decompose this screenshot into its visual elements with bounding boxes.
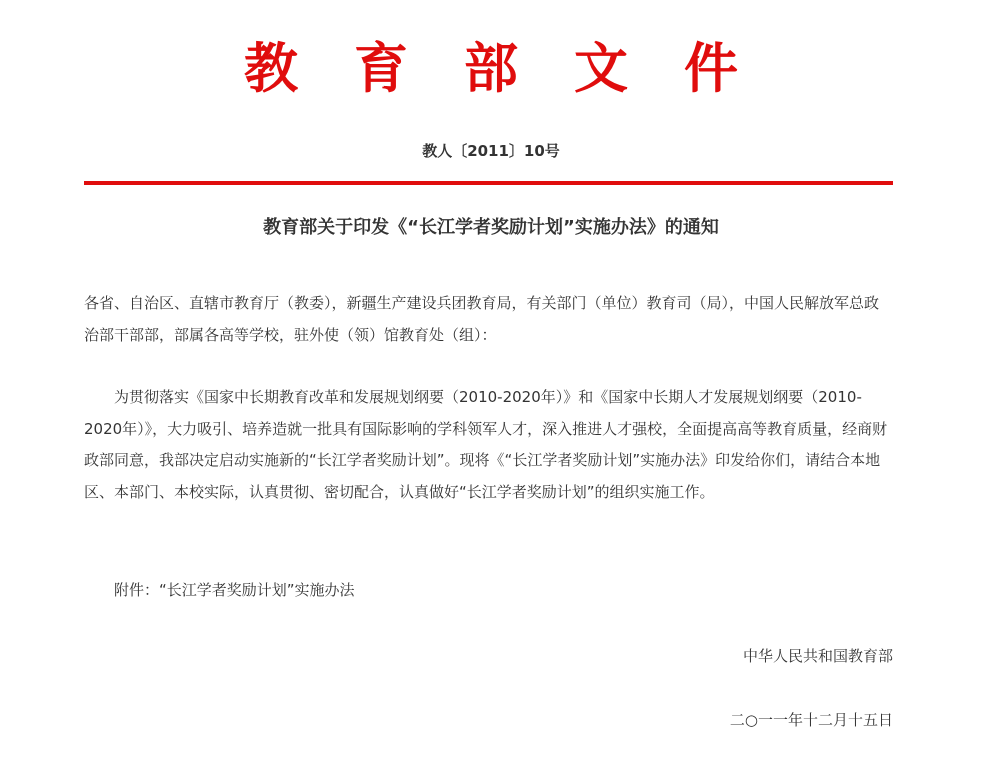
attachment-line: 附件：“长江学者奖励计划”实施办法 <box>114 581 355 599</box>
addressees-paragraph: 各省、自治区、直辖市教育厅（教委），新疆生产建设兵团教育局，有关部门（单位）教育司（局），中国人民解放军总政治部干部部，部属各高等学校，驻外使（领）馆教育处（组）： <box>84 294 880 344</box>
document-header-title: 教育部文件 <box>244 36 794 100</box>
notice-title: 教育部关于印发《“长江学者奖励计划”实施办法》的通知 <box>263 217 719 238</box>
document-number: 教人〔2011〕10号 <box>422 142 560 160</box>
issuing-authority: 中华人民共和国教育部 <box>742 647 893 665</box>
red-divider <box>84 181 893 185</box>
main-body-paragraph: 为贯彻落实《国家中长期教育改革和发展规划纲要（2010-2020年）》和《国家中长期人才发展规划纲要（2010-2020年）》，大力吸引、培养造就一批具有国际影响的学科领军人才，深入推进人才强校，全面提高高等教育质量，经商财政部同意，我部决定启动实施新的“长江学者奖励计划”。现将《“长江学者奖励计划”实施办法》印发给你们，请结合本地区、本部门、本校实际，认真贯彻、密切配合，认真做好“长江学者奖励计划”的组织实施工作。 <box>84 388 888 501</box>
issue-date: 二○一一年十二月十五日 <box>729 711 893 729</box>
